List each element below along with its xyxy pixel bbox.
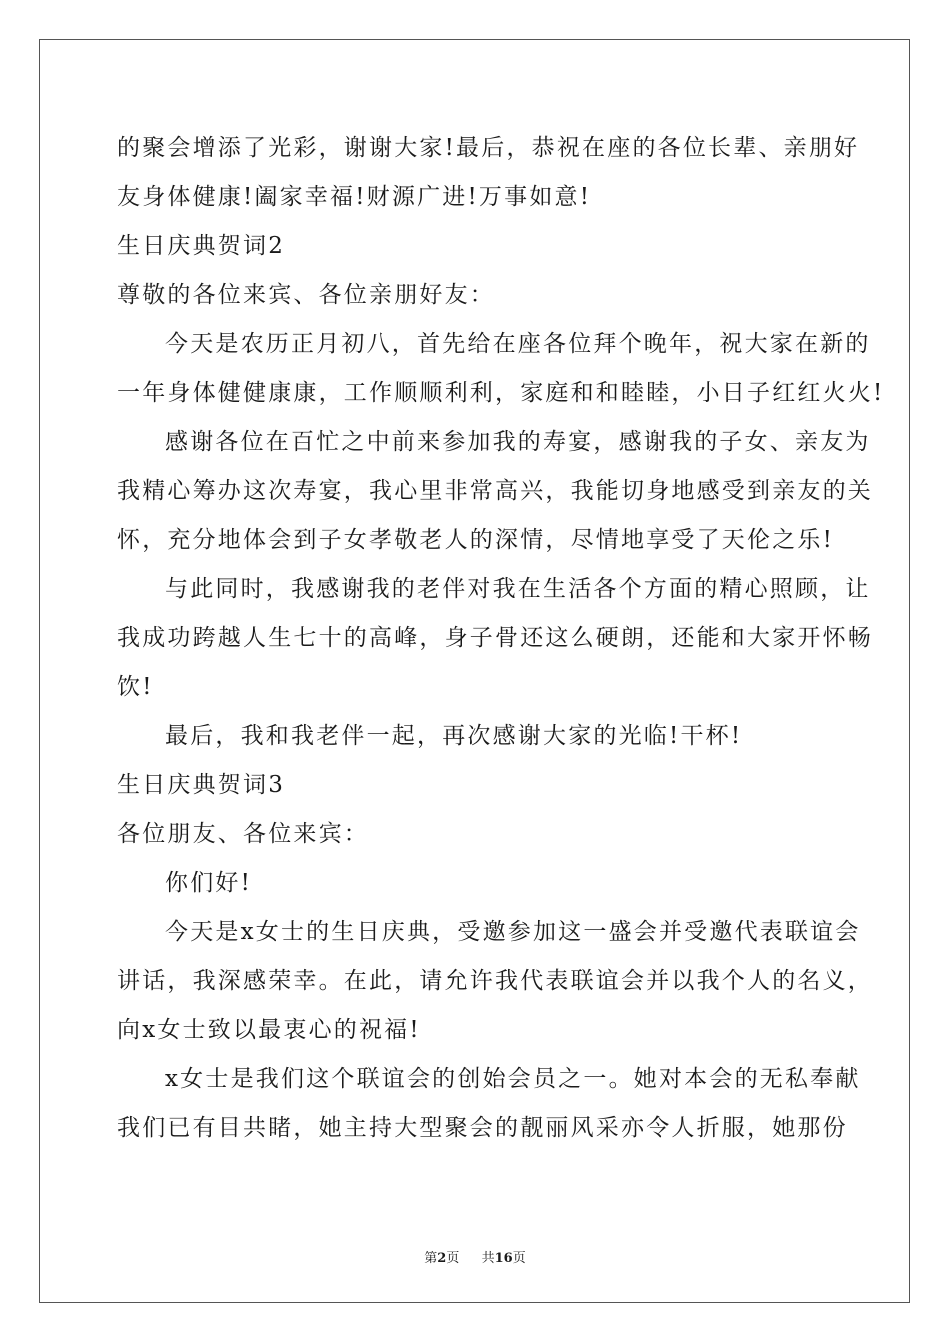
current-page-number: 2 — [437, 1251, 447, 1266]
paragraph-line: 一年身体健健康康，工作顺顺利利，家庭和和睦睦，小日子红红火火! — [117, 380, 885, 406]
paragraph-line: 你们好! — [165, 870, 253, 896]
paragraph-line: 我们已有目共睹，她主持大型聚会的靓丽风采亦令人折服，她那份 — [117, 1115, 848, 1141]
total-page-number: 16 — [494, 1251, 513, 1266]
page-footer — [0, 1247, 950, 1266]
paragraph-line: 我精心筹办这次寿宴，我心里非常高兴，我能切身地感受到亲友的关 — [117, 478, 873, 504]
salutation: 尊敬的各位来宾、各位亲朋好友： — [117, 282, 495, 308]
paragraph-line: 今天是农历正月初八，首先给在座各位拜个晚年，祝大家在新的 — [165, 331, 871, 357]
paragraph-line: 讲话，我深感荣幸。在此，请允许我代表联谊会并以我个人的名义， — [117, 968, 873, 994]
page-prefix: 第 — [424, 1251, 438, 1266]
page-number-label — [424, 1251, 463, 1266]
paragraph-line: 向x女士致以最衷心的祝福! — [117, 1017, 421, 1043]
section-heading: 生日庆典贺词2 — [117, 233, 286, 259]
paragraph-line: 与此同时，我感谢我的老伴对我在生活各个方面的精心照顾，让 — [165, 576, 871, 602]
page-suffix: 页 — [446, 1251, 460, 1266]
paragraph-line: 感谢各位在百忙之中前来参加我的寿宴，感谢我的子女、亲友为 — [165, 429, 871, 455]
total-suffix: 页 — [512, 1251, 526, 1266]
total-pages-label — [482, 1251, 526, 1266]
salutation: 各位朋友、各位来宾： — [117, 821, 369, 847]
document-body — [117, 124, 885, 1153]
section-heading: 生日庆典贺词3 — [117, 772, 286, 798]
paragraph-line: x女士是我们这个联谊会的创始会员之一。她对本会的无私奉献 — [165, 1066, 861, 1092]
total-prefix: 共 — [481, 1251, 495, 1266]
paragraph-line: 怀，充分地体会到子女孝敬老人的深情，尽情地享受了天伦之乐! — [117, 527, 835, 553]
paragraph-line: 今天是x女士的生日庆典，受邀参加这一盛会并受邀代表联谊会 — [165, 919, 861, 945]
paragraph-line: 我成功跨越人生七十的高峰，身子骨还这么硬朗，还能和大家开怀畅 — [117, 625, 873, 651]
paragraph-line: 友身体健康!阖家幸福!财源广进!万事如意! — [117, 184, 592, 210]
paragraph-line: 最后，我和我老伴一起，再次感谢大家的光临!干杯! — [165, 723, 743, 749]
paragraph-line: 饮! — [117, 674, 154, 700]
paragraph-line: 的聚会增添了光彩，谢谢大家!最后，恭祝在座的各位长辈、亲朋好 — [117, 135, 860, 161]
